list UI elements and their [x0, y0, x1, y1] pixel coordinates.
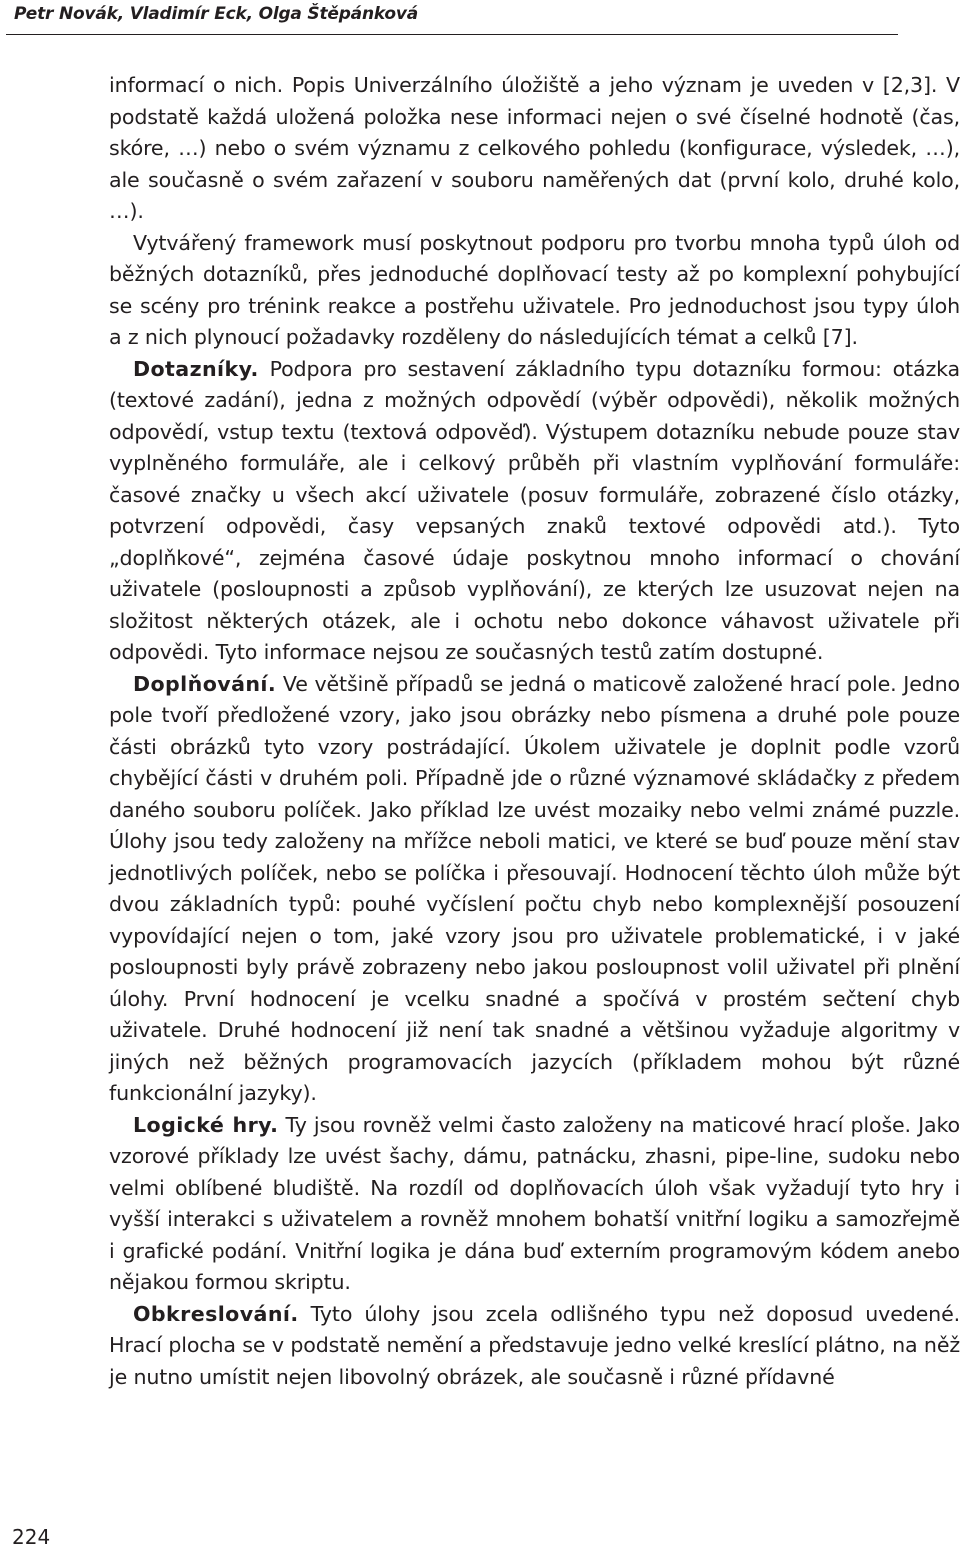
page-number: 224	[12, 1525, 51, 1549]
paragraph-doplnovani	[109, 669, 960, 1110]
running-header-authors: Petr Novák, Vladimír Eck, Olga Štěpánková	[14, 4, 418, 24]
paragraph-dotazniky	[109, 354, 960, 669]
paragraph-text: Podpora pro sestavení základního typu dotazníku formou: otázka (textové zadání), jedna z možných odpovědí (výběr odpovědi), několik možných odpovědí, vstup textu (textová odpověď). Výstupem dotazníku nebude pouze stav vyplněného formuláře, ale i celkový průběh při vlastním vyplňování formuláře: časové značky u všech akcí uživatele (posuv formuláře, zobrazené číslo otázky, potvrzení odpovědi, časy vepsaných znaků textové odpovědi atd.). Tyto „doplňkové“, zejména časové údaje poskytnou mnoho informací o chování uživatele (posloupnosti a způsob vyplňování), ze kterých lze usuzovat nejen na složitost některých otázek, ale i ochotu nebo dokonce váhavost uživatele při odpovědi. Tyto informace nejsou ze současných testů zatím dostupné.	[109, 356, 960, 664]
run-in-heading: Dotazníky.	[133, 356, 259, 381]
paragraph-text: Ve většině případů se jedná o maticově založené hrací pole. Jedno pole tvoří předložené vzory, jako jsou obrázky nebo písmena a druhé pole pouze části obrázků tyto vzory postrádající. Úkolem uživatele je doplnit podle vzorů chybějící části v druhém poli. Případně jde o různé významové skládačky z předem daného souboru políček. Jako příklad lze uvést mozaiky nebo velmi známé puzzle. Úlohy jsou tedy založeny na mřížce neboli matici, ve které se buď pouze mění stav jednotlivých políček, nebo se políčka i přesouvají. Hodnocení těchto úloh může být dvou základních typů: pouhé vyčíslení počtu chyb nebo komplexnější posouzení vypovídající nejen o tom, jaké vzory jsou pro uživatele problematické, i v jaké posloupnosti byly právě zobrazeny nebo jakou posloupnost volil uživatel při plnění úlohy. První hodnocení je vcelku snadné a spočívá v prostém sečtení chyb uživatele. Druhé hodnocení již není tak snadné a většinou vyžaduje algoritmy v jiných než běžných programovacích jazycích (příkladem mohou být různé funkcionální jazyky).	[109, 671, 960, 1105]
paragraph-text: informací o nich. Popis Univerzálního úložiště a jeho význam je uveden v [2,3]. V podstatě každá uložená položka nese informaci nejen o své číselné hodnotě (čas, skóre, …) nebo o svém významu z celkového pohledu (konfigurace, výsledek, …), ale současně o svém zařazení v souboru naměřených dat (první kolo, druhé kolo, …).	[109, 73, 960, 223]
run-in-heading: Obkreslování.	[133, 1301, 299, 1326]
paragraph-logicke-hry	[109, 1110, 960, 1299]
paragraph-obkreslovani	[109, 1299, 960, 1394]
paragraph-text: Vytvářený framework musí poskytnout podporu pro tvorbu mnoha typů úloh od běžných dotazníků, přes jednoduché doplňovací testy až po komplexní pohybující se scény pro trénink reakce a postřehu uživatele. Pro jednoduchost jsou typy úloh a z nich plynoucí požadavky rozděleny do následujících témat a celků [7].	[109, 230, 960, 349]
header-rule	[6, 34, 898, 35]
paragraph-framework	[109, 228, 960, 354]
run-in-heading: Logické hry.	[133, 1112, 279, 1137]
body-text	[109, 70, 960, 1393]
paragraph-text: Tyto úlohy jsou zcela odlišného typu než doposud uvedené. Hrací plocha se v podstatě nemění a představuje jedno velké kreslící plátno, na něž je nutno umístit nejen libovolný obrázek, ale současně i různé přídavné	[109, 1301, 960, 1389]
paragraph-intro-continued	[109, 70, 960, 228]
paragraph-text: Ty jsou rovněž velmi často založeny na maticové hrací ploše. Jako vzorové příklady lze uvést šachy, dámu, patnácku, zhasni, pipe-line, sudoku nebo velmi oblíbené bludiště. Na rozdíl od doplňovacích úloh však vyžadují tyto hry i vyšší interakci s uživatelem a rovněž mnohem bohatší vnitřní logiku a samozřejmě i grafické podání. Vnitřní logika je dána buď externím programovým kódem anebo nějakou formou skriptu.	[109, 1112, 960, 1294]
run-in-heading: Doplňování.	[133, 671, 277, 696]
